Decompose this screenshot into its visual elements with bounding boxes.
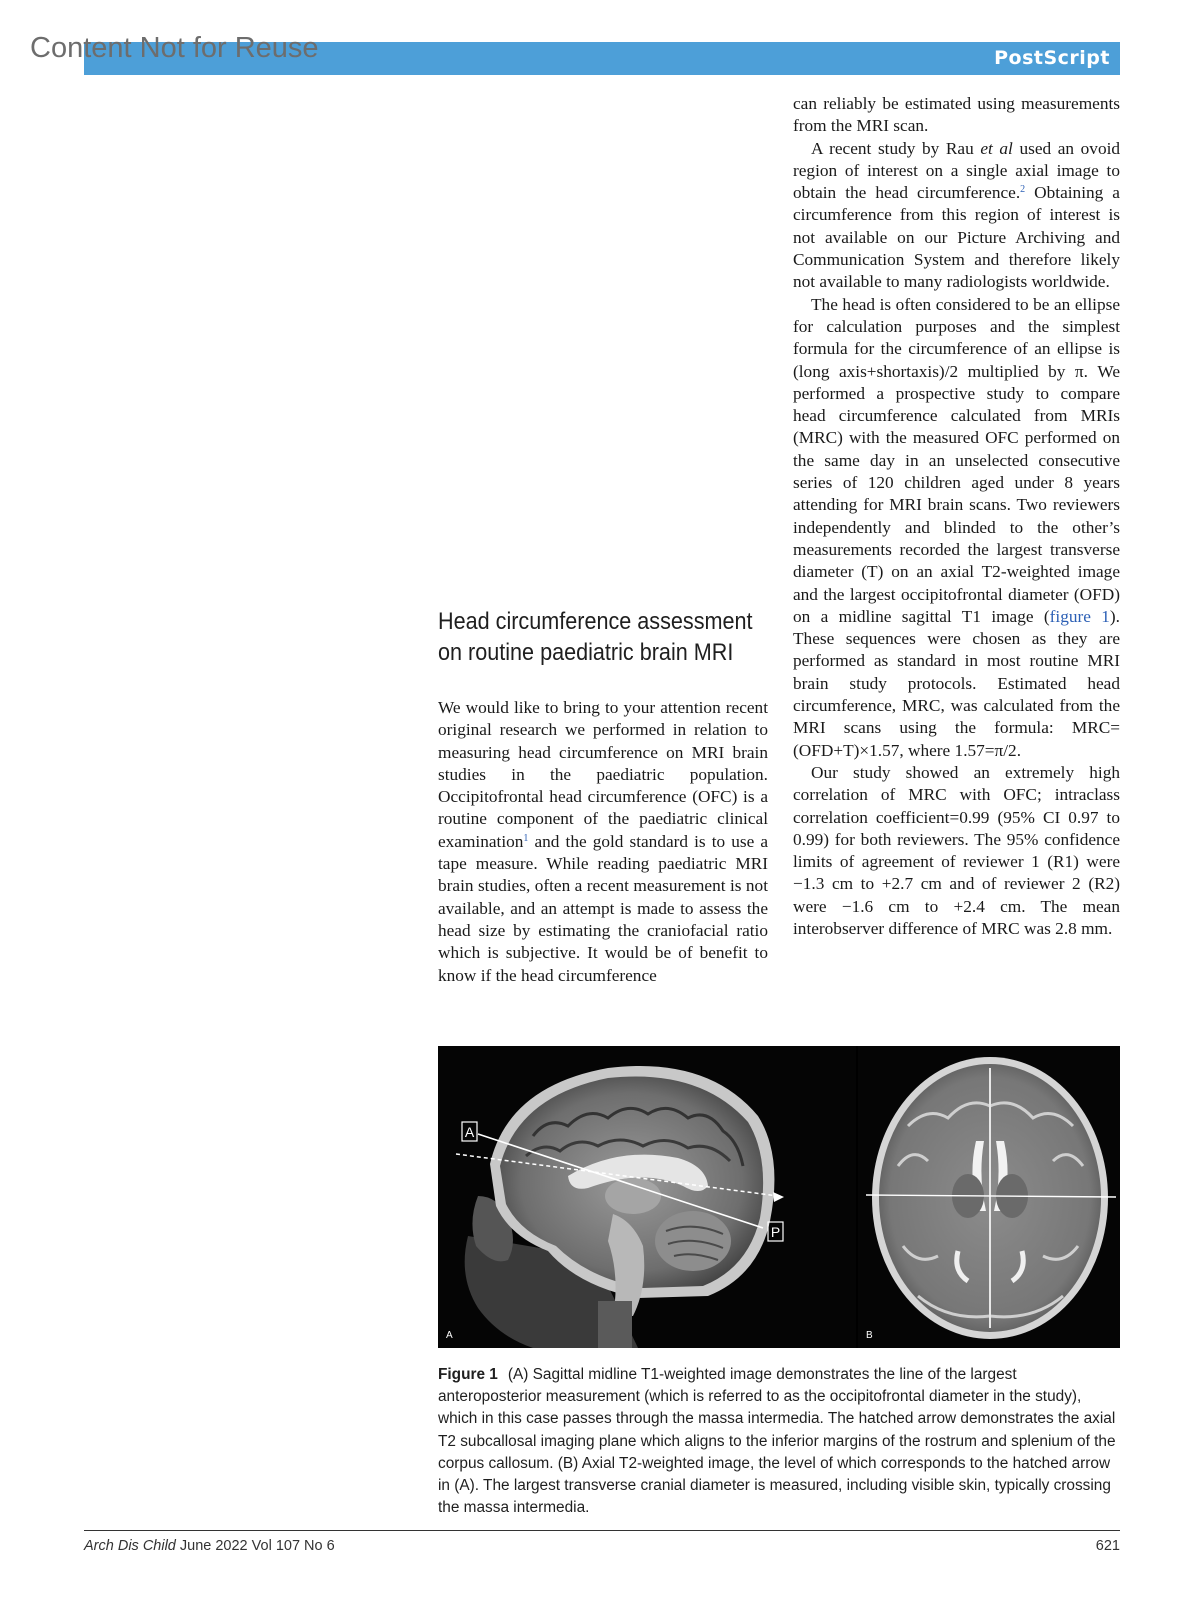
section-label: PostScript	[994, 47, 1110, 69]
paragraph-intro: We would like to bring to your attention recent original research we performed in relation to measuring head circumference on MRI brain studies in the paediatric population. Occipitofrontal head circumference (OFC) is a routine component of the paediatric clinical examination$^1$ and the gold standard is to use a tape measure. While reading paediatric MRI brain studies, often a recent measurement is not available, and an attempt is made to assess the head size by estimating the craniofacial ratio which is subjective. It would be of benefit to know if the head circumference	[438, 698, 768, 985]
journal-name: Arch Dis Child	[84, 1538, 176, 1554]
figure-caption	[438, 1364, 1123, 1519]
reference-link-1[interactable]: 1	[523, 832, 529, 844]
right-text-column	[793, 93, 1120, 940]
watermark-text: Content Not for Reuse	[30, 32, 319, 64]
paragraph-results: Our study showed an extremely high correlation of MRC with OFC; intraclass correlation coefficient=0.99 (95% CI 0.97 to 0.99) for both reviewers. The 95% confidence limits of agreement of reviewer 1 (R1) were −1.3 cm to +2.7 cm and of reviewer 2 (R2) were −1.6 cm to +2.4 cm. The mean interobserver difference of MRC was 2.8 mm.	[793, 762, 1120, 938]
footer-citation	[84, 1538, 335, 1554]
figure-1-link[interactable]: figure 1	[1049, 606, 1110, 626]
figure-1-image	[438, 1046, 1120, 1348]
paragraph-rau-study: A recent study by Rau et al used an ovoid region of interest on a single axial image to obtain the head circumference.$^2$ Obtaining a circumference from this region of interest is not available on our Picture Archiving and Communication System and therefore likely not available to many radiologists worldwide.	[793, 138, 1121, 292]
panel-b-axial-mri	[858, 1046, 1120, 1348]
paragraph-continuation: can reliably be estimated using measurements from the MRI scan.	[793, 94, 1120, 136]
panel-b-label: B	[866, 1330, 873, 1341]
paragraph-method: The head is often considered to be an ellipse for calculation purposes and the simplest formula for the circumference of an ellipse is (long axis+shortaxis)/2 multiplied by π. We performed a prospective study to compare head circumference calculated from MRIs (MRC) with the measured OFC performed on the same day in an unselected consecutive series of 120 children aged under 8 years attending for MRI brain scans. Two reviewers independently and blinded to the other’s measurements recorded the largest transverse diameter (T) on an axial T2-weighted image and the largest occipitofrontal diameter (OFD) on a midline sagittal T1 image (figure 1). These sequences were chosen as they are performed as standard in most routine MRI brain study protocols. Estimated head circumference, MRC, was calculated from the MRI scans using the formula: MRC=(OFD+T)×1.57, where 1.57=π/2.	[793, 294, 1120, 760]
panel-a-label: A	[446, 1330, 453, 1341]
figure-caption-text: (A) Sagittal midline T1-weighted image demonstrates the line of the largest anteroposterior measurement (which is referred to as the occipitofrontal diameter in the study), which in this case passes through the massa intermedia. The hatched arrow demonstrates the axial T2 subcallosal imaging plane which aligns to the inferior margins of the rostrum and splenium of the corpus callosum. (B) Axial T2-weighted image, the level of which corresponds to the hatched arrow in (A). The largest transverse cranial diameter is measured, including visible skin, typically crossing the massa intermedia.	[438, 1366, 1116, 1517]
page-number: 621	[1095, 1538, 1120, 1554]
journal-issue: June 2022 Vol 107 No 6	[175, 1538, 335, 1554]
reference-link-2[interactable]: 2	[1020, 184, 1026, 196]
article-title: Head circumference assessment on routine paediatric brain MRI	[438, 608, 753, 666]
panel-a-sagittal-mri	[438, 1046, 856, 1348]
figure-caption-label: Figure 1	[438, 1366, 498, 1383]
posterior-marker: P	[770, 1224, 781, 1240]
anterior-marker: A	[464, 1124, 475, 1140]
left-text-column	[438, 697, 768, 987]
footer-rule	[84, 1530, 1120, 1531]
